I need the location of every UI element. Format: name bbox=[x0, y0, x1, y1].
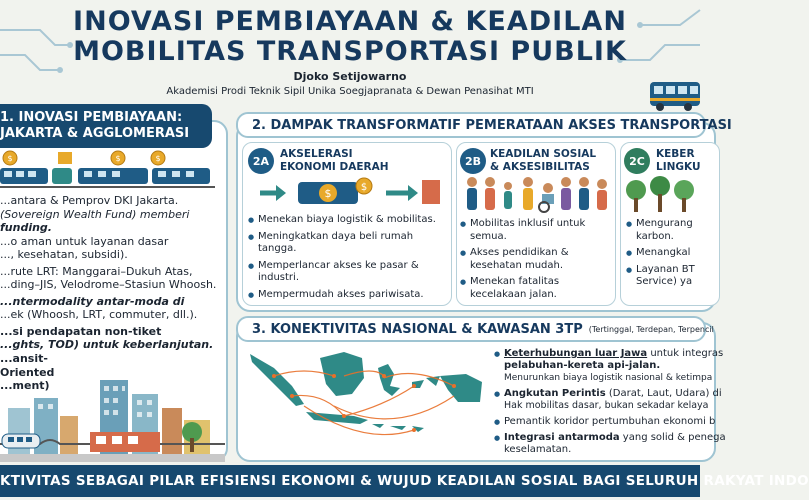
list-item: ● Menangkal bbox=[626, 247, 700, 260]
list-item-text: Menurunkan biaya logistik nasional & ketimpa bbox=[504, 373, 713, 383]
list-item: ● Layanan BT Service) ya bbox=[626, 264, 700, 289]
badge-2c: 2C bbox=[624, 148, 650, 174]
section-1-line: ...ghts, TOD) untuk keberlanjutan. bbox=[0, 338, 214, 351]
list-item: ● Mempermudah akses pariwisata. bbox=[248, 289, 452, 302]
coin-icon bbox=[111, 151, 125, 165]
list-item-text: untuk integras bbox=[647, 348, 724, 359]
section-1-line: ...si pendapatan non-tiket bbox=[0, 324, 162, 338]
section-1-line: ...antara & Pemprov DKI Jakarta. bbox=[0, 194, 179, 207]
badge-2a: 2A bbox=[248, 148, 274, 174]
coin-icon bbox=[3, 151, 17, 165]
card-2a-title-line: AKSELERASI bbox=[280, 148, 353, 160]
card-2c-title-line: LINGKU bbox=[656, 161, 701, 173]
section-1-line: funding. bbox=[0, 221, 52, 234]
list-item-text: keselamatan. bbox=[504, 444, 572, 455]
list-item: ● Menekan biaya logistik & mobilitas. bbox=[248, 214, 452, 227]
list-item bbox=[494, 348, 724, 384]
section-3-banner bbox=[236, 316, 714, 342]
svg-text:$: $ bbox=[115, 154, 121, 163]
svg-text:$: $ bbox=[324, 187, 332, 200]
section-1-title-line-2: JAKARTA & AGGLOMERASI bbox=[0, 126, 190, 141]
list-item-text: yang solid & penega bbox=[619, 432, 726, 443]
card-2b-title bbox=[490, 148, 614, 174]
section-1-banner bbox=[0, 104, 212, 148]
people-icon bbox=[462, 174, 612, 214]
list-item-text: Pemantik koridor pertumbuhan ekonomi b bbox=[504, 416, 716, 427]
list-item-bold: Keterhubungan luar Jawa bbox=[504, 348, 648, 359]
section-1-line: ...ding–JIS, Velodrome–Stasiun Whoosh. bbox=[0, 278, 217, 291]
card-2c-title bbox=[656, 148, 700, 174]
list-item bbox=[494, 432, 726, 456]
section-2-banner bbox=[236, 112, 732, 138]
section-1-line: ...rute LRT: Manggarai–Dukuh Atas, bbox=[0, 264, 193, 278]
economy-illustration bbox=[256, 176, 446, 210]
tod-label-line: ...ment) bbox=[0, 379, 50, 392]
tod-city-illustration bbox=[0, 372, 225, 462]
section-3-list bbox=[494, 348, 726, 460]
section-1-line: ...o aman untuk layanan dasar bbox=[0, 234, 169, 248]
indonesia-map bbox=[244, 346, 488, 458]
section-1-illustration bbox=[0, 150, 225, 190]
list-item: ● Mobilitas inklusif untuk semua. bbox=[460, 218, 614, 243]
section-3-title: 3. KONEKTIVITAS NASIONAL & KAWASAN 3TP bbox=[252, 321, 583, 337]
svg-text:$: $ bbox=[7, 154, 13, 163]
list-item bbox=[494, 388, 722, 412]
title-line-1: INOVASI PEMBIAYAAN & KEADILAN bbox=[73, 6, 627, 37]
card-2c-title-line: KEBER bbox=[656, 148, 695, 160]
section-1-line: (Sovereign Wealth Fund) memberi bbox=[0, 207, 190, 221]
list-item: ● Menekan fatalitas kecelakaan jalan. bbox=[460, 276, 614, 301]
list-item-text: Hak mobilitas dasar, bukan sekadar kelaya bbox=[504, 400, 709, 411]
card-2a-title bbox=[280, 148, 450, 174]
section-2-title: 2. DAMPAK TRANSFORMATIF PEMERATAAN AKSES TRANSPORTASI bbox=[252, 117, 732, 133]
list-item-bold: Angkutan Perintis bbox=[504, 388, 606, 399]
title-line-2: MOBILITAS TRANSPORTASI PUBLIK bbox=[73, 36, 627, 67]
coin-icon bbox=[151, 151, 165, 165]
section-1-line: ...ek (Whoosh, LRT, commuter, dll.). bbox=[0, 308, 198, 321]
tod-label-line: ...ansit-Oriented bbox=[0, 352, 55, 379]
list-item: ● Meningkatkan daya beli rumah tangga. bbox=[248, 231, 452, 256]
coin-icon bbox=[356, 178, 372, 194]
card-2b-list bbox=[460, 218, 614, 305]
section-1-text bbox=[0, 194, 222, 352]
card-2b-title-line: KEADILAN SOSIAL bbox=[490, 148, 597, 160]
card-2b-title-line: & AKSESIBILITAS bbox=[490, 161, 590, 173]
svg-text:$: $ bbox=[360, 182, 368, 193]
author-name: Djoko Setijowarno bbox=[293, 70, 407, 83]
footer-text: KTIVITAS SEBAGAI PILAR EFISIENSI EKONOMI & WUJUD KEADILAN SOSIAL BAGI SELURUH RAKYAT INDO bbox=[0, 473, 809, 489]
section-1-line: ..., kesehatan, subsidi). bbox=[0, 248, 128, 261]
card-2a-title-line: EKONOMI DAERAH bbox=[280, 161, 389, 173]
list-item: ● Memperlancar akses ke pasar & industri. bbox=[248, 260, 452, 285]
tree-icon bbox=[624, 176, 700, 214]
list-item-text: pelabuhan-kereta api-jalan. bbox=[504, 360, 661, 371]
card-2a-list bbox=[248, 214, 452, 305]
list-item-bold: Integrasi antarmoda bbox=[504, 432, 620, 443]
badge-2b: 2B bbox=[460, 148, 486, 174]
author-affiliation: Akademisi Prodi Teknik Sipil Unika Soegjapranata & Dewan Penasihat MTI bbox=[166, 86, 534, 97]
footer-banner bbox=[0, 465, 809, 497]
svg-text:$: $ bbox=[155, 154, 161, 163]
section-1-title-line-1: 1. INOVASI PEMBIAYAAN: bbox=[0, 110, 183, 125]
section-1-line: ...ntermodality antar-moda di bbox=[0, 294, 185, 308]
list-item-text: (Darat, Laut, Udara) di bbox=[605, 388, 722, 399]
list-item bbox=[494, 416, 716, 428]
list-item: ● Akses pendidikan & kesehatan mudah. bbox=[460, 247, 614, 272]
list-item: ● Mengurang karbon. bbox=[626, 218, 700, 243]
card-2c-list bbox=[626, 218, 700, 293]
section-3-subtitle: (Tertinggal, Terdepan, Terpencil bbox=[588, 324, 714, 334]
